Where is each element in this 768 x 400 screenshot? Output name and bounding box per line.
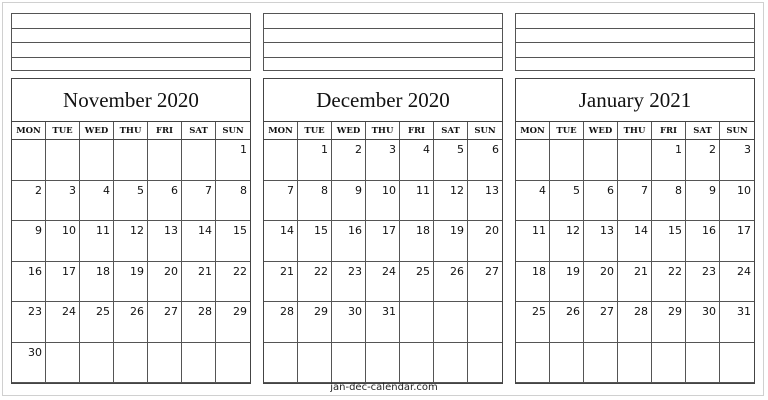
day-cell [400,302,434,343]
weekday-header: SUN [726,125,748,136]
day-cell: 29 [652,302,686,343]
day-cell [550,140,584,181]
day-cell: 7 [264,181,298,222]
day-cell: 23 [686,262,720,303]
note-line [12,58,250,73]
weekday-header: MON [516,122,550,139]
day-cell: 29 [216,302,250,343]
weekday-header: TUE [550,122,584,139]
day-cell: 15 [216,221,250,262]
day-cell: 20 [148,262,182,303]
day-cell [618,343,652,384]
day-cell [720,343,754,384]
day-cell: 14 [264,221,298,262]
day-cell: 19 [434,221,468,262]
day-cell: 21 [264,262,298,303]
day-cell: 20 [468,221,502,262]
note-line [12,43,250,58]
day-cell: 2 [686,140,720,181]
day-cell: 6 [148,181,182,222]
day-cell: 10 [366,181,400,222]
weekday-header: SAT [686,122,720,139]
day-cell [468,302,502,343]
note-line [264,58,502,73]
day-cell: 8 [216,181,250,222]
day-cell: 21 [618,262,652,303]
weekday-header-row [264,122,502,140]
day-cell [400,343,434,384]
notes-box [11,13,251,71]
weekday-header: SUN [474,125,496,136]
day-cell: 30 [332,302,366,343]
day-cell: 16 [332,221,366,262]
day-cell: 26 [550,302,584,343]
day-cell: 28 [264,302,298,343]
weekday-header: THU [618,122,652,139]
weekday-header: TUE [46,122,80,139]
weekday-header: TUE [298,122,332,139]
day-cell [584,140,618,181]
weekday-header: MON [12,122,46,139]
day-cell: 4 [80,181,114,222]
weekday-header: THU [366,122,400,139]
day-cell: 3 [366,140,400,181]
day-cell: 26 [114,302,148,343]
day-cell: 14 [618,221,652,262]
day-cell: 3 [720,140,754,181]
month-title: December 2020 [264,79,502,122]
day-cell: 11 [516,221,550,262]
day-cell: 11 [400,181,434,222]
day-cell [468,343,502,384]
day-cell: 30 [686,302,720,343]
note-line [516,14,754,29]
day-cell: 26 [434,262,468,303]
weekday-header: SAT [182,122,216,139]
note-line [516,43,754,58]
day-cell: 3 [46,181,80,222]
day-cell [298,343,332,384]
day-cell: 4 [400,140,434,181]
month-title: November 2020 [12,79,250,122]
day-cell: 27 [148,302,182,343]
day-cell [46,140,80,181]
weekday-header: MON [264,122,298,139]
weekday-header: FRI [400,122,434,139]
day-cell: 15 [298,221,332,262]
day-cell [652,343,686,384]
day-cell: 8 [298,181,332,222]
weekday-header: FRI [652,122,686,139]
day-cell: 22 [298,262,332,303]
day-cell: 5 [550,181,584,222]
day-cell [148,140,182,181]
day-cell: 18 [516,262,550,303]
note-line [264,29,502,44]
day-cell: 23 [12,302,46,343]
day-cell: 20 [584,262,618,303]
day-cell: 23 [332,262,366,303]
day-cell [434,302,468,343]
day-cell: 11 [80,221,114,262]
day-cell [550,343,584,384]
day-cell [516,343,550,384]
day-cell: 9 [686,181,720,222]
note-line [12,14,250,29]
day-cell: 7 [618,181,652,222]
note-line [264,43,502,58]
weekday-header-row [12,122,250,140]
day-cell [46,343,80,384]
day-cell: 10 [46,221,80,262]
day-cell: 12 [114,221,148,262]
day-cell: 18 [80,262,114,303]
note-line [516,29,754,44]
day-cell: 14 [182,221,216,262]
day-cell: 6 [468,140,502,181]
day-cell: 28 [182,302,216,343]
notes-box [515,13,755,71]
weekday-header: SAT [434,122,468,139]
weekday-header: SUN [222,125,244,136]
day-cell: 8 [652,181,686,222]
day-cell: 22 [216,262,250,303]
day-cell: 22 [652,262,686,303]
day-cell: 17 [366,221,400,262]
day-cell [80,140,114,181]
notes-box [263,13,503,71]
day-cell: 2 [332,140,366,181]
day-cell: 18 [400,221,434,262]
day-cell [182,140,216,181]
day-cell: 1 [216,140,250,181]
day-cell [264,343,298,384]
day-cell: 24 [46,302,80,343]
day-cell [182,343,216,384]
day-cell: 13 [468,181,502,222]
day-cell: 29 [298,302,332,343]
day-grid [12,140,250,383]
day-cell: 31 [366,302,400,343]
weekday-header: WED [332,122,366,139]
calendar-panel-january [515,13,755,318]
day-cell: 25 [400,262,434,303]
day-cell: 12 [550,221,584,262]
day-cell: 10 [720,181,754,222]
day-cell: 5 [434,140,468,181]
month-calendar [11,78,251,384]
day-cell: 19 [550,262,584,303]
weekday-header: WED [584,122,618,139]
day-cell: 9 [12,221,46,262]
day-cell: 2 [12,181,46,222]
day-cell: 13 [148,221,182,262]
day-cell [516,140,550,181]
day-cell [584,343,618,384]
day-cell [148,343,182,384]
day-cell: 16 [686,221,720,262]
calendar-panel-december [263,13,503,318]
day-cell: 17 [720,221,754,262]
day-cell: 15 [652,221,686,262]
day-cell: 6 [584,181,618,222]
day-cell: 30 [12,343,46,384]
day-cell [686,343,720,384]
day-cell: 27 [584,302,618,343]
day-cell [114,140,148,181]
day-cell [216,343,250,384]
day-cell: 17 [46,262,80,303]
day-cell: 31 [720,302,754,343]
day-cell: 27 [468,262,502,303]
day-cell: 28 [618,302,652,343]
day-cell: 24 [366,262,400,303]
calendar-panel-november [11,13,251,359]
weekday-header: FRI [148,122,182,139]
note-line [12,29,250,44]
weekday-header-row [516,122,754,140]
day-cell: 25 [80,302,114,343]
weekday-header: WED [80,122,114,139]
note-line [264,14,502,29]
day-cell: 12 [434,181,468,222]
day-cell: 21 [182,262,216,303]
month-title: January 2021 [516,79,754,122]
day-cell [264,140,298,181]
day-cell [80,343,114,384]
day-cell: 24 [720,262,754,303]
day-cell [366,343,400,384]
footer-url: jan-dec-calendar.com [330,382,438,393]
day-cell [434,343,468,384]
weekday-header: THU [114,122,148,139]
day-cell: 4 [516,181,550,222]
day-cell: 1 [298,140,332,181]
day-cell [618,140,652,181]
day-cell: 13 [584,221,618,262]
day-cell: 1 [652,140,686,181]
month-calendar [515,78,755,384]
note-line [516,58,754,73]
day-cell [12,140,46,181]
day-cell [332,343,366,384]
day-cell: 25 [516,302,550,343]
day-cell: 19 [114,262,148,303]
month-calendar [263,78,503,384]
day-cell [114,343,148,384]
day-cell: 7 [182,181,216,222]
day-cell: 16 [12,262,46,303]
day-cell: 9 [332,181,366,222]
day-grid [516,140,754,383]
day-grid [264,140,502,383]
day-cell: 5 [114,181,148,222]
